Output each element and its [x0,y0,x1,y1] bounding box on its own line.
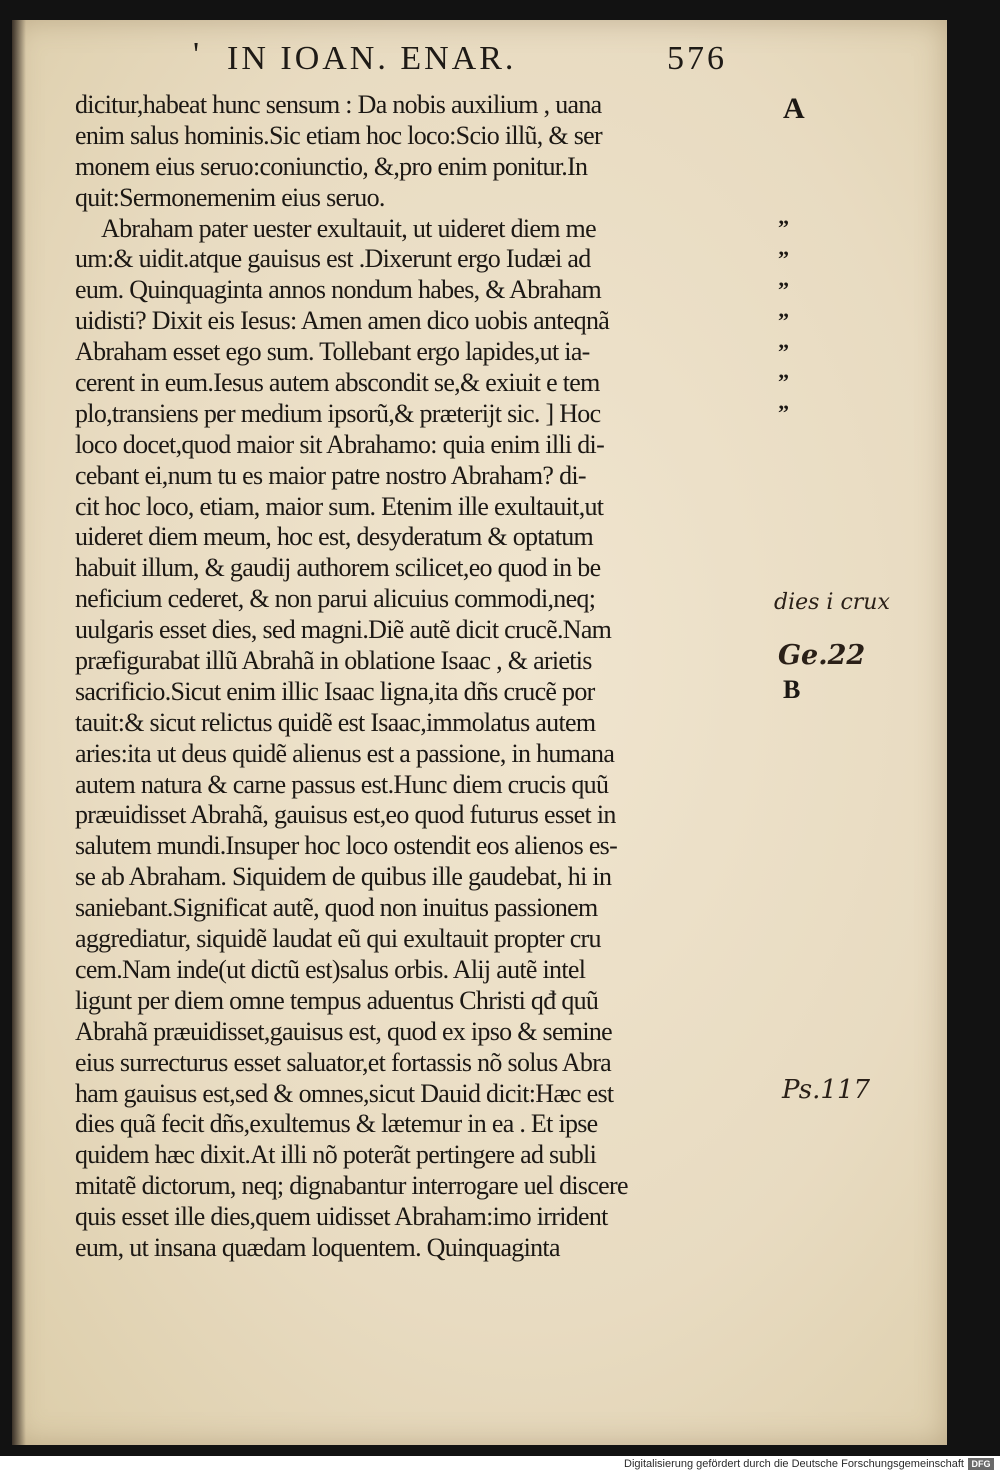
margin-note-dies-crux: dies i crux [774,590,890,615]
text-line: neficium cederet, & non parui alicuius commodi,neq; [75,584,596,614]
text-line: uideret diem meum, hoc est, desyderatum & optatum [75,522,594,552]
text-line: quit:Sermonemenim eius seruo. [75,182,385,212]
body-text [75,90,770,1264]
margin-note-psalm: Ps.117 [782,1075,871,1105]
text-line: um:& uidit.atque gauisus est .Dixerunt ergo Iudæi ad [75,244,591,274]
text-line: Abraham esset ego sum. Tollebant ergo lapides,ut ia- [75,337,590,367]
text-line: habuit illum, & gaudij authorem scilicet,eo quod in be [75,553,601,583]
text-line: sacrificio.Sicut enim illic Isaac ligna,ita dñs crucẽ por [75,676,595,706]
text-line: saniebant.Significat autẽ, quod non inuitus passionem [75,893,598,923]
text-line: ligunt per diem omne tempus aduentus Christi qđ quũ [75,985,599,1015]
text-line: cerent in eum.Iesus autem abscondit se,& exiuit e tem [75,368,600,398]
text-line: præuidisset Abrahã, gauisus est,eo quod futurus esset in [75,800,616,830]
quote-mark: ” [778,338,789,364]
quote-mark: ” [778,245,789,271]
text-line: eum, ut insana quædam loquentem. Quinquaginta [75,1232,560,1262]
text-line: uulgaris esset dies, sed magni.Diẽ autẽ dicit crucẽ.Nam [75,615,612,645]
text-line: monem eius seruo:coniunctio, &,pro enim ponitur.In [75,151,588,181]
text-line: præfigurabat illũ Abrahã in oblatione Isaac , & arietis [75,646,592,676]
quote-mark: ” [778,369,789,395]
margin-letter-a: A [783,92,805,125]
text-line: eius surrecturus esset saluator,et fortassis nõ solus Abra [75,1047,612,1077]
text-line: tauit:& sicut relictus quidẽ est Isaac,immolatus autem [75,707,596,737]
text-line: aggrediatur, siquidẽ laudat eũ qui exultauit propter cru [75,924,601,954]
text-line: uidisti? Dixit eis Iesus: Amen amen dico uobis anteqnã [75,306,610,336]
text-line: quis esset ille dies,quem uidisset Abraham:imo irrident [75,1202,608,1232]
text-line: plo,transiens per medium ipsorũ,& præterijt sic. ] Hoc [75,398,601,428]
text-line: autem natura & carne passus est.Hunc diem crucis quũ [75,769,609,799]
text-line: enim salus hominis.Sic etiam hoc loco:Scio illũ, & ser [75,120,602,150]
margin-letter-b: B [783,675,801,704]
text-line: quidem hæc dixit.At illi nõ poterãt pertingere ad subli [75,1140,597,1170]
digitization-footer [0,1456,1000,1474]
text-line: salutem mundi.Insuper hoc loco ostendit eos alienos es- [75,831,618,861]
text-line: cem.Nam inde(ut dictũ est)salus orbis. Alij autẽ intel [75,954,586,984]
quote-mark: ” [778,276,789,302]
dfg-logo: DFG [968,1458,994,1470]
text-line: aries:ita ut deus quidẽ alienus est a passione, in humana [75,738,615,768]
running-head-mark: ' [193,36,203,73]
text-line: dicitur,habeat hunc sensum : Da nobis auxilium , uana [75,90,602,119]
quote-mark: ” [778,400,789,426]
text-line: cit hoc loco, etiam, maior sum. Etenim ille exultauit,ut [75,491,604,521]
running-head-title: IN IOAN. ENAR. [227,40,517,77]
quote-mark: ” [778,215,789,240]
text-line: dies quã fecit dñs,exultemus & lætemur in ea . Et ipse [75,1109,598,1139]
text-line: ham gauisus est,sed & omnes,sicut Dauid dicit:Hæc est [75,1078,614,1108]
text-line: mitatẽ dictorum, neq; dignabantur interrogare uel discere [75,1171,628,1201]
text-line: eum. Quinquaginta annos nondum habes, & Abraham [75,275,601,305]
quote-mark: ” [778,307,789,333]
text-line: se ab Abraham. Siquidem de quibus ille gaudebat, hi in [75,862,612,892]
text-line: Abraham pater uester exultauit, ut uideret diem me [101,213,596,243]
text-line: Abrahã præuidisset,gauisus est, quod ex ipso & semine [75,1016,612,1046]
margin-note-genesis: Ge.22 [778,640,866,671]
text-line: cebant ei,num tu es maior patre nostro Abraham? di- [75,460,586,490]
running-head [175,36,735,84]
funding-credit: Digitalisierung gefördert durch die Deutsche Forschungsgemeinschaft [624,1458,964,1470]
page-number: 576 [667,40,727,77]
text-line: loco docet,quod maior sit Abrahamo: quia enim illi di- [75,429,605,459]
margin-quote-marks [778,213,789,429]
page-gutter-shadow [12,20,26,1445]
